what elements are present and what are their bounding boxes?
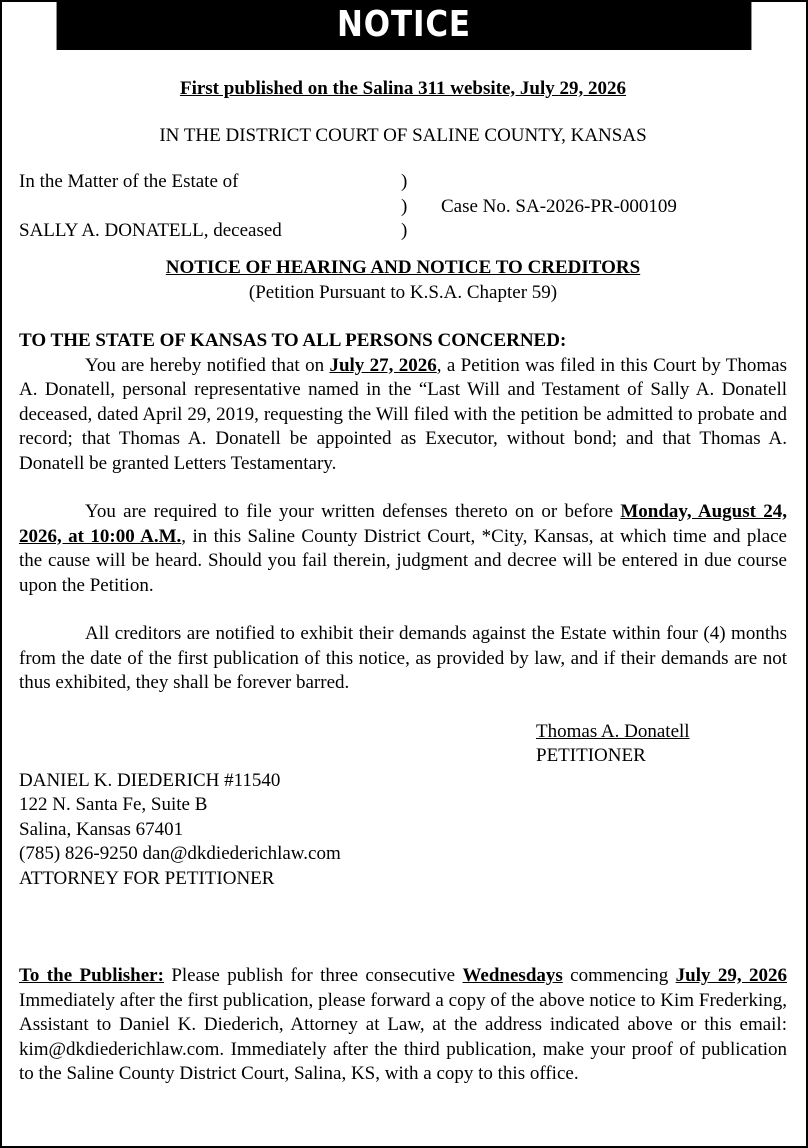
hearing-date: Monday, August 24, 2026, at 10:00 A.M. [19, 501, 787, 547]
publish-start-date: July 29, 2026 [675, 965, 787, 986]
para-text: , in this Saline County District Court, *City, Kansas, at which time and place the cause will be heard. Should you fail therein, judgment and decree will be entered in due course upon the Petition. [19, 525, 787, 596]
publisher-label: To the Publisher: [19, 965, 164, 986]
petition-date: July 27, 2026 [329, 354, 437, 376]
court-heading: IN THE DISTRICT COURT OF SALINE COUNTY, KANSAS [159, 124, 647, 146]
para-text: You are required to file your written defenses thereto on or before [85, 501, 621, 522]
notice-title: NOTICE OF HEARING AND NOTICE TO CREDITORS [165, 257, 641, 278]
addressee-heading: TO THE STATE OF KANSAS TO ALL PERSONS CONCERNED: [19, 330, 567, 351]
publisher-instructions [19, 964, 787, 1087]
para-text: Immediately after the first publication, please forward a copy of the above notice to Kim Frederking, Assistant to Daniel K. Diederich, Attorney at Law, at the address indicated above or this email: kim@dkdiederichlaw.com. Immediately after the third publication, make your proof of publication to the Saline County District Court, Salina, KS, with a copy to this office. [19, 989, 787, 1084]
para-text: , a Petition was filed in this Court by Thomas A. Donatell, personal representative named in the “Last Will and Testament of Sally A. Donatell deceased, dated April 29, 2019, requesting the Will filed with the petition be admitted to probate and record; that Thomas A. Donatell be appointed as Executor, without bond; and that Thomas A. Donatell be granted Letters Testamentary. [19, 354, 787, 474]
attorney-role: ATTORNEY FOR PETITIONER [19, 867, 275, 889]
case-caption [19, 170, 787, 244]
para-text: You are hereby notified that on [85, 354, 330, 376]
case-number: Case No. SA-2026-PR-000109 [441, 196, 677, 217]
defenses-paragraph [19, 500, 787, 598]
creditors-paragraph: All creditors are notified to exhibit their demands against the Estate within four (4) months from the date of the first publication of this notice, as provided by law, and if their demands are not thus exhibited, they shall be forever barred. [19, 623, 787, 693]
notice-subtitle: (Petition Pursuant to K.S.A. Chapter 59) [248, 281, 558, 303]
attorney-contact: (785) 826-9250 dan@dkdiederichlaw.com [19, 843, 341, 864]
notice-header: NOTICE [57, 0, 752, 50]
attorney-name: DANIEL K. DIEDERICH #11540 [19, 769, 281, 791]
petitioner-signature [536, 720, 787, 769]
caption-deceased-line: SALLY A. DONATELL, deceased [19, 220, 282, 241]
petitioner-name: Thomas A. Donatell [536, 720, 690, 742]
notice-body [19, 50, 787, 1087]
caption-paren: ) [401, 171, 408, 192]
para-text: commencing [562, 965, 676, 986]
publication-line: First published on the Salina 311 website, July 29, 2026 [179, 78, 627, 99]
attorney-street: 122 N. Santa Fe, Suite B [19, 794, 208, 815]
caption-paren: ) [401, 220, 408, 241]
publish-weekday: Wednesdays [462, 965, 563, 986]
hearing-paragraph [19, 354, 787, 477]
attorney-city: Salina, Kansas 67401 [19, 818, 184, 840]
attorney-block [19, 769, 787, 892]
caption-estate-line: In the Matter of the Estate of [19, 171, 239, 192]
caption-paren: ) [401, 196, 408, 217]
para-text: Please publish for three consecutive [163, 965, 463, 986]
petitioner-role: PETITIONER [536, 745, 646, 766]
